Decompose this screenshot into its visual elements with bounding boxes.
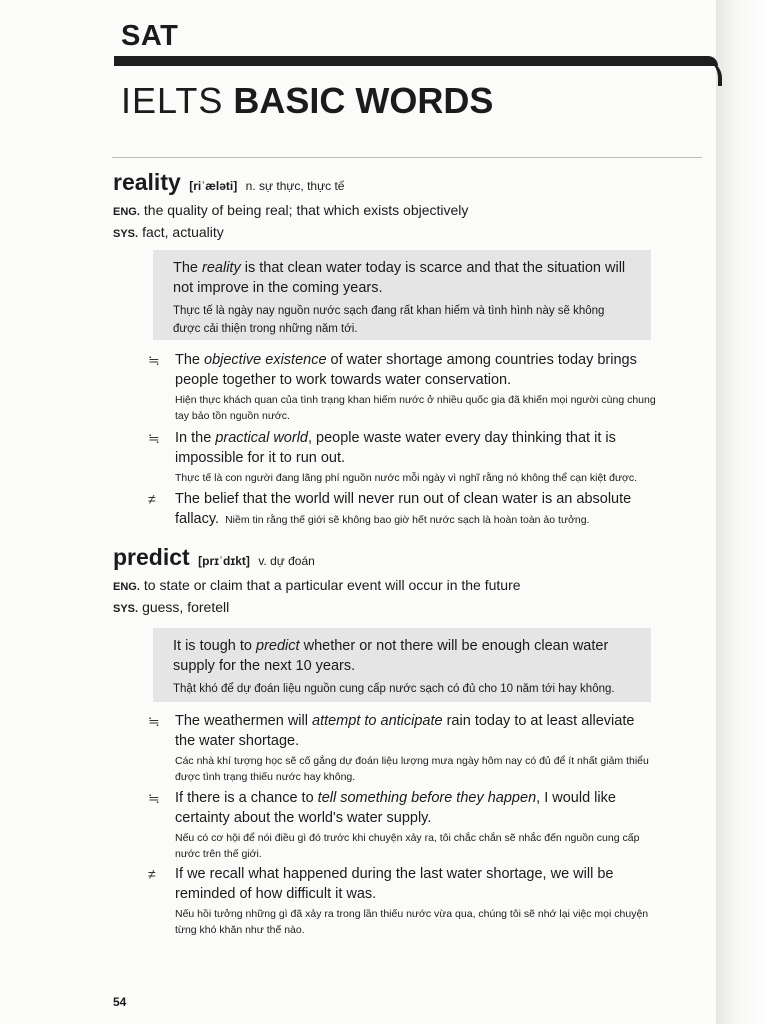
item-vietnamese: Hiện thực khách quan của tình trạng khan hiếm nước ở nhiều quốc gia đã khiến mọi người cùng chung tay bảo tồn nguồn nước. bbox=[175, 394, 656, 422]
example-vietnamese: Thật khó để dự đoán liệu nguồn cung cấp nước sạch có đủ cho 10 năm tới hay không. bbox=[173, 683, 615, 695]
list-item bbox=[148, 428, 658, 486]
part-of-speech: n. sự thực, thực tế bbox=[245, 179, 345, 193]
header-rule bbox=[114, 56, 718, 66]
phonetic: [prɪˈdɪkt] bbox=[198, 554, 250, 568]
example-english: The reality is that clean water today is scarce and that the situation will not improve in the coming years. bbox=[173, 260, 626, 296]
divider bbox=[112, 157, 702, 158]
item-vietnamese: Các nhà khí tượng học sẽ cố gắng dự đoán liệu lượng mưa ngày hôm nay có đủ để ít nhất giảm thiểu được tình trạng thiếu nước hay không. bbox=[175, 755, 649, 783]
headword: predict bbox=[113, 544, 190, 570]
example-english: It is tough to predict whether or not there will be enough clean water supply for the next 10 years. bbox=[173, 638, 609, 674]
headword-line bbox=[113, 543, 673, 575]
item-vietnamese: Thực tế là con người đang lãng phí nguồn nước mỗi ngày vì nghĩ rằng nó không thể cạn kiệt được. bbox=[175, 472, 638, 484]
approx-symbol: ≒ bbox=[148, 352, 160, 368]
eng-text: the quality of being real; that which exists objectively bbox=[143, 202, 469, 218]
list-item bbox=[148, 489, 658, 530]
example-vietnamese: Thực tế là ngày nay nguồn nước sạch đang rất khan hiếm và tình hình này sẽ không được cải thiện trong những năm tới. bbox=[173, 305, 605, 335]
english-definition bbox=[113, 200, 673, 222]
example-keyword: reality bbox=[202, 260, 241, 276]
sys-tag: SYS. bbox=[113, 603, 139, 615]
item-english: The belief that the world will never run out of clean water is an absolute fallacy. Niềm tin rằng thế giới sẽ không bao giờ hết nước sạch là hoàn toàn ảo tưởng. bbox=[175, 491, 632, 527]
item-english: If we recall what happened during the last water shortage, we will be reminded of how difficult it was. bbox=[175, 866, 614, 902]
title-bold: BASIC WORDS bbox=[233, 80, 494, 121]
item-vietnamese: Nếu có cơ hội để nói điều gì đó trước khi chuyện xảy ra, tôi chắc chắn sẽ nhắc đến nguồn cung cấp nước trên thế giới. bbox=[175, 832, 640, 860]
title-light: IELTS bbox=[121, 80, 224, 121]
not-equal-symbol: ≠ bbox=[148, 491, 156, 507]
eng-text: to state or claim that a particular event will occur in the future bbox=[143, 577, 521, 593]
entry-predict bbox=[113, 543, 673, 619]
approx-symbol: ≒ bbox=[148, 713, 160, 729]
example-box bbox=[153, 628, 651, 702]
page-title bbox=[121, 80, 493, 122]
page-number: 54 bbox=[113, 995, 127, 1009]
list-item bbox=[148, 864, 658, 938]
list-item bbox=[148, 350, 658, 424]
item-vietnamese: Nếu hồi tưởng những gì đã xảy ra trong lần thiếu nước vừa qua, chúng tôi sẽ nhớ lại việc mọi chuyện từng khó khăn như thế nào. bbox=[175, 908, 649, 936]
sys-tag: SYS. bbox=[113, 228, 139, 240]
list-item bbox=[148, 788, 658, 862]
page-gutter-shadow bbox=[716, 0, 768, 1024]
item-english: The objective existence of water shortage among countries today brings people together to work towards water conservation. bbox=[175, 352, 637, 388]
headword: reality bbox=[113, 169, 181, 195]
example-box bbox=[153, 250, 651, 340]
approx-symbol: ≒ bbox=[148, 790, 160, 806]
sys-text: fact, actuality bbox=[142, 224, 224, 240]
headword-line bbox=[113, 168, 673, 200]
item-english: The weathermen will attempt to anticipate rain today to at least alleviate the water shortage. bbox=[175, 713, 635, 749]
item-english: In the practical world, people waste water every day thinking that it is impossible for it to run out. bbox=[175, 430, 616, 466]
item-english: If there is a chance to tell something before they happen, I would like certainty about the world's water supply. bbox=[175, 790, 616, 826]
eng-tag: ENG. bbox=[113, 206, 140, 218]
sys-text: guess, foretell bbox=[142, 599, 230, 615]
eng-tag: ENG. bbox=[113, 581, 140, 593]
example-keyword: predict bbox=[256, 638, 300, 654]
item-vietnamese: Niềm tin rằng thế giới sẽ không bao giờ hết nước sạch là hoàn toàn ảo tưởng. bbox=[225, 514, 590, 526]
list-item bbox=[148, 711, 658, 785]
english-definition bbox=[113, 575, 673, 597]
section-label: SAT bbox=[121, 20, 179, 52]
not-equal-symbol: ≠ bbox=[148, 866, 156, 882]
approx-symbol: ≒ bbox=[148, 430, 160, 446]
phonetic: [riˈæləti] bbox=[189, 179, 238, 193]
synonyms bbox=[113, 222, 673, 244]
synonyms bbox=[113, 597, 673, 619]
part-of-speech: v. dự đoán bbox=[258, 554, 315, 568]
entry-reality bbox=[113, 168, 673, 244]
